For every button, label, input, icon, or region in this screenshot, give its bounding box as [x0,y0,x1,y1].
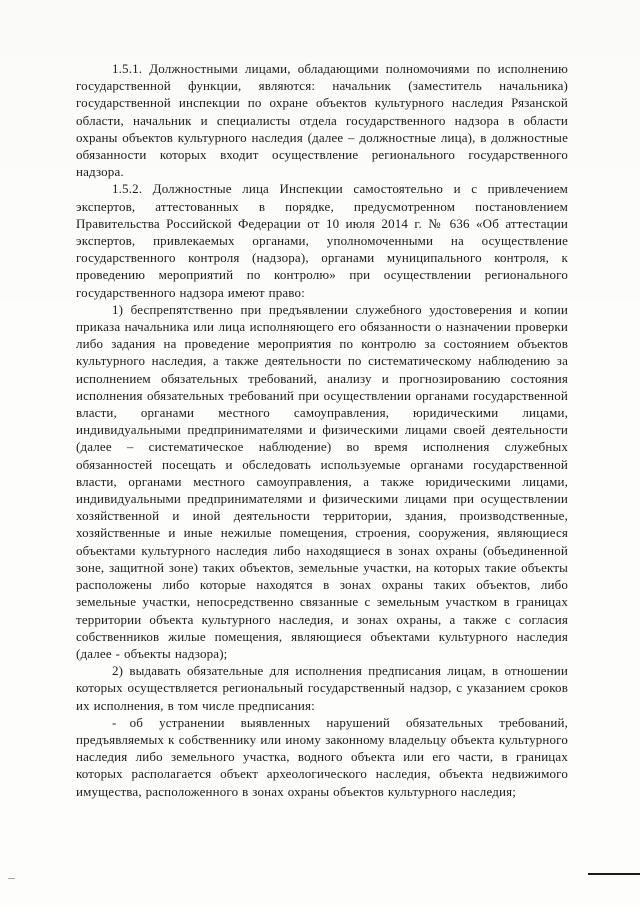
document-text-column [76,60,568,800]
paragraph-1-5-2: 1.5.2. Должностные лица Инспекции самостоятельно и с привлечением экспертов, аттестованных в порядке, предусмотренном постановлением Правительства Российской Федерации от 10 июля 2014 г. № 636 «Об аттестации экспертов, привлекаемых органами, уполномоченными на осуществление государственного контроля (надзора), органами муниципального контроля, к проведению мероприятий по контролю» при осуществлении регионального государственного надзора имеют право: [76,181,568,300]
list-item-1: 1) беспрепятственно при предъявлении служебного удостоверения и копии приказа начальника или лица исполняющего его обязанности о назначении проверки либо задания на проведение мероприятия по контролю за состоянием объектов культурного наследия, а также деятельности по систематическому наблюдению за исполнением обязательных требований, анализу и прогнозированию состояния исполнения обязательных требований при осуществлении органами государственной власти, органами местного самоуправления, юридическими лицами, индивидуальными предпринимателями и физическими лицами своей деятельности (далее – систематическое наблюдение) во время исполнения служебных обязанностей посещать и обследовать используемые органами государственной власти, органами местного самоуправления, а также юридическими лицами, индивидуальными предпринимателями и физическими лицами при осуществлении хозяйственной и иной деятельности территории, здания, производственные, хозяйственные и иные нежилые помещения, строения, сооружения, являющиеся объектами культурного наследия либо находящиеся в зонах охраны (объединенной зоне, защитной зоне) таких объектов, земельные участки, на которых такие объекты расположены либо которые находятся в зонах охраны таких объектов, либо земельные участки, непосредственно связанные с земельным участком в границах территории объекта культурного наследия, и зонах охраны, а также с согласия собственников жилые помещения, являющиеся объектами культурного наследия (далее - объекты надзора); [76,301,568,661]
list-item-2: 2) выдавать обязательные для исполнения предписания лицам, в отношении которых осуществляется региональный государственный надзор, с указанием сроков их исполнения, в том числе предписания: [76,663,568,713]
list-item-dash: - об устранении выявленных нарушений обязательных требований, предъявляемых к собственнику или иному законному владельцу объекта культурного наследия либо земельного участка, водного объекта или его части, в границах которых располагается объект археологического наследия, объекта недвижимого имущества, расположенного в зонах охраны объектов культурного наследия; [76,714,568,799]
scan-artifact-line [588,873,640,875]
paragraph-1-5-1: 1.5.1. Должностными лицами, обладающими полномочиями по исполнению государственной функции, являются: начальник (заместитель начальника) государственной инспекции по охране объектов культурного наследия Рязанской области, начальник и специалисты отдела государственного надзора в области охраны объектов культурного наследия (далее – должностные лица), в должностные обязанности которых входит осуществление регионального государственного надзора. [76,61,568,180]
scan-artifact-speck [8,878,15,879]
